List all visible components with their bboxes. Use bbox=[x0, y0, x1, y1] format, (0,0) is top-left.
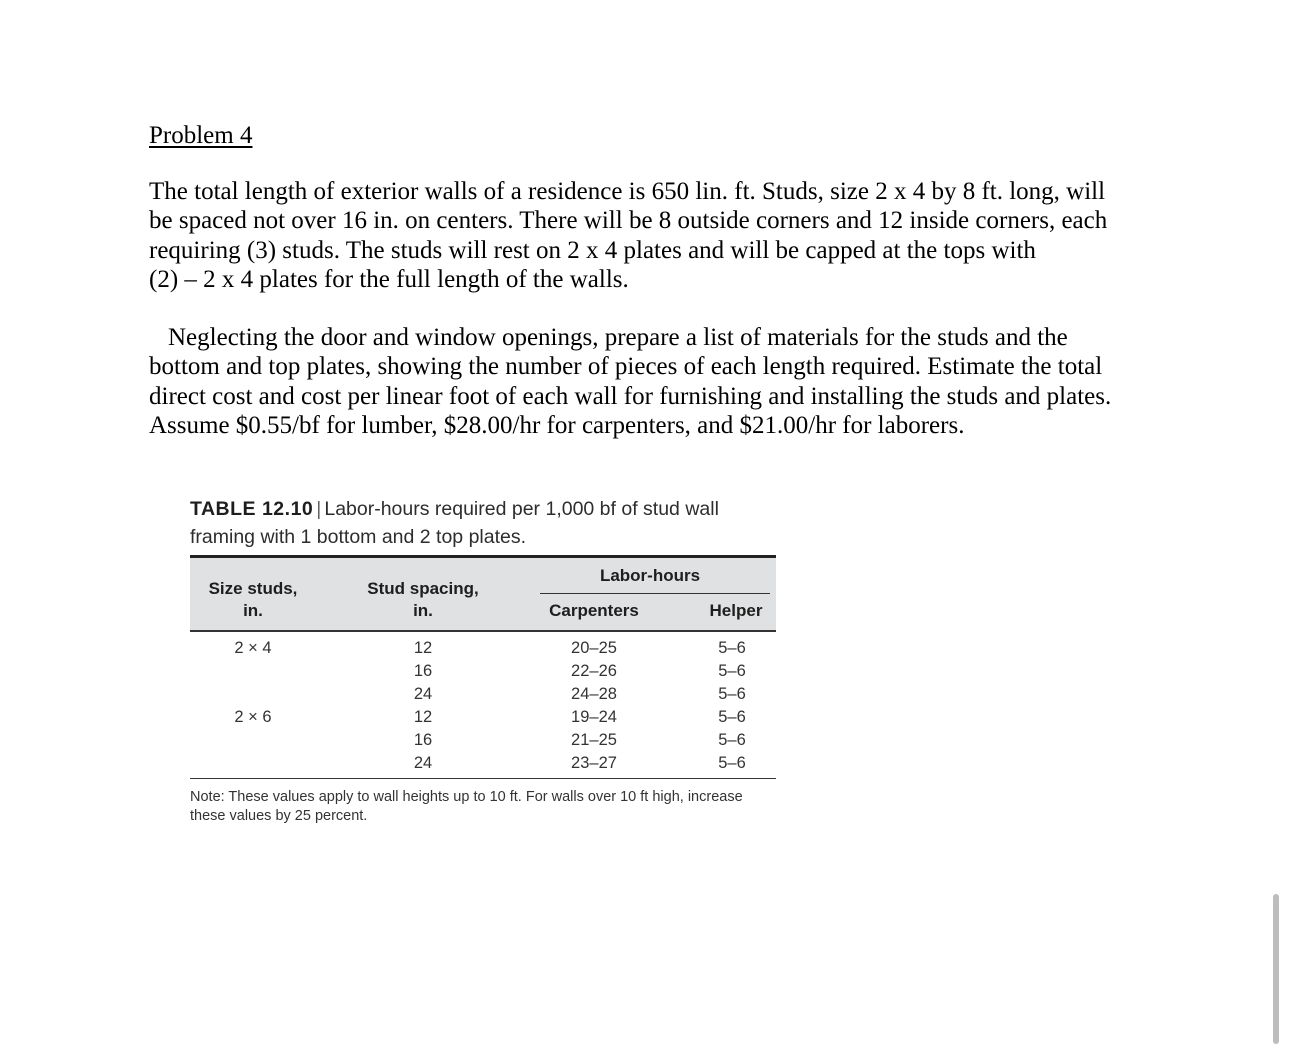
cell-spacing: 12 bbox=[413, 708, 433, 726]
table-caption bbox=[190, 495, 790, 551]
cell-helper: 5–6 bbox=[718, 754, 746, 772]
header-stud-spacing bbox=[350, 578, 496, 622]
note-line2: these values by 25 percent. bbox=[190, 808, 368, 824]
table-bottom-rule bbox=[190, 778, 776, 779]
header-spacing-line2: in. bbox=[413, 601, 433, 620]
cell-helper: 5–6 bbox=[718, 731, 746, 749]
task-line: Neglecting the door and window openings, prepare a list of materials for the studs and the bbox=[168, 324, 1068, 351]
cell-carpenters: 20–25 bbox=[571, 639, 617, 657]
statement-line: be spaced not over 16 in. on centers. There will be 8 outside corners and 12 inside corners, each bbox=[149, 207, 1108, 235]
header-size-line2: in. bbox=[243, 601, 263, 620]
header-size-line1: Size studs, bbox=[208, 579, 298, 598]
table-body bbox=[190, 632, 776, 782]
cell-carpenters: 23–27 bbox=[571, 754, 617, 772]
cell-helper: 5–6 bbox=[718, 685, 746, 703]
problem-statement bbox=[149, 177, 1149, 294]
header-helper: Helper bbox=[709, 601, 763, 620]
table-label: TABLE 12.10 bbox=[190, 498, 314, 520]
task-line: bottom and top plates, showing the number of pieces of each length required. Estimate the total bbox=[149, 353, 1103, 381]
caption-text-line1: Labor-hours required per 1,000 bf of stud wall bbox=[324, 498, 719, 520]
header-group-rule bbox=[540, 593, 770, 594]
cell-spacing: 24 bbox=[413, 754, 433, 772]
statement-line: (2) – 2 x 4 plates for the full length of the walls. bbox=[149, 265, 629, 293]
cell-carpenters: 21–25 bbox=[571, 731, 617, 749]
cell-helper: 5–6 bbox=[718, 708, 746, 726]
header-carpenters: Carpenters bbox=[549, 601, 639, 620]
header-size-studs bbox=[190, 578, 316, 622]
cell-spacing: 16 bbox=[413, 731, 433, 749]
cell-carpenters: 22–26 bbox=[571, 662, 617, 680]
note-line1: Note: These values apply to wall heights up to 10 ft. For walls over 10 ft high, increase bbox=[190, 789, 743, 805]
statement-line: requiring (3) studs. The studs will rest on 2 x 4 plates and will be capped at the tops with bbox=[149, 236, 1036, 264]
caption-text-line2: framing with 1 bottom and 2 top plates. bbox=[190, 526, 527, 548]
cell-carpenters: 24–28 bbox=[571, 685, 617, 703]
cell-size: 2 × 6 bbox=[234, 708, 272, 726]
task-line: direct cost and cost per linear foot of each wall for furnishing and installing the studs and plates. bbox=[149, 382, 1112, 410]
table-note bbox=[190, 788, 790, 826]
cell-helper: 5–6 bbox=[718, 662, 746, 680]
vertical-scrollbar[interactable] bbox=[1273, 894, 1279, 1044]
caption-separator: | bbox=[316, 498, 322, 520]
cell-spacing: 12 bbox=[413, 639, 433, 657]
header-spacing-line1: Stud spacing, bbox=[367, 579, 479, 598]
cell-size: 2 × 4 bbox=[234, 639, 272, 657]
statement-line: The total length of exterior walls of a residence is 650 lin. ft. Studs, size 2 x 4 by 8 ft. long, will bbox=[149, 178, 1106, 205]
labor-hours-table bbox=[190, 495, 780, 824]
cell-spacing: 24 bbox=[413, 685, 433, 703]
table-header bbox=[190, 558, 776, 632]
cell-helper: 5–6 bbox=[718, 639, 746, 657]
cell-carpenters: 19–24 bbox=[571, 708, 617, 726]
cell-spacing: 16 bbox=[413, 662, 433, 680]
problem-title: Problem 4 bbox=[149, 122, 253, 149]
table-grid bbox=[190, 555, 776, 782]
header-labor-hours: Labor-hours bbox=[599, 566, 701, 585]
task-line: Assume $0.55/bf for lumber, $28.00/hr for carpenters, and $21.00/hr for laborers. bbox=[149, 411, 965, 439]
problem-task bbox=[149, 323, 1149, 440]
